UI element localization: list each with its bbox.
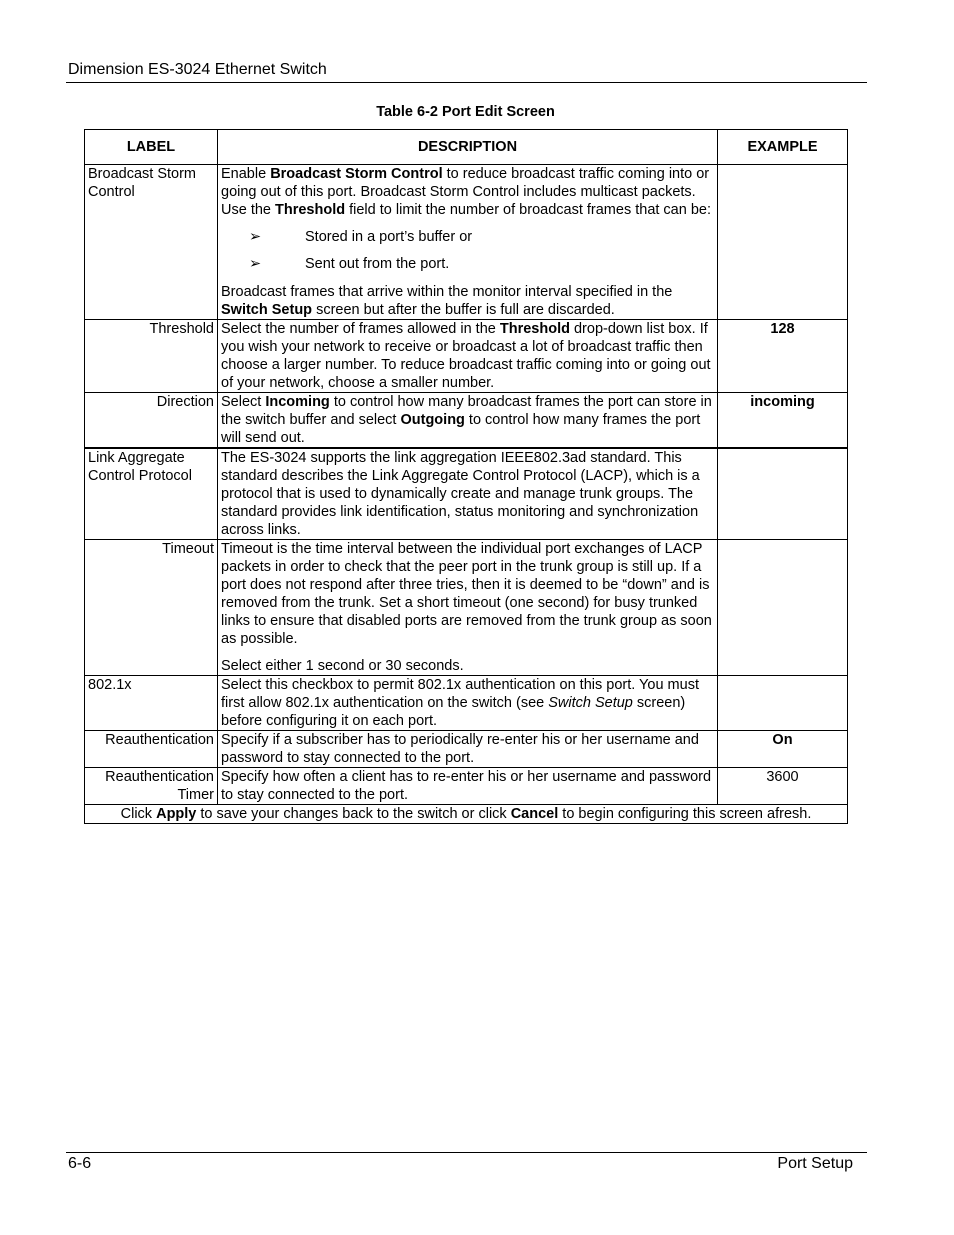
footer-rule xyxy=(66,1152,867,1153)
row-label: 802.1x xyxy=(85,676,218,731)
label-line: Reauthentication xyxy=(105,769,214,785)
row-example: 128 xyxy=(718,320,848,393)
row-example xyxy=(718,165,848,320)
list-item-text: Stored in a port’s buffer or xyxy=(305,229,473,245)
bold-text: Threshold xyxy=(499,321,570,337)
text: drop-down list box. If you wish your network to receive or broadcast a lot of broadcast traffic then choose a larger number. To reduce broadcast traffic coming into or going out of your network, choose a smaller number. xyxy=(221,321,711,391)
list-item xyxy=(221,255,714,273)
bold-text: Switch Setup xyxy=(221,302,313,318)
row-label: Reauthentication xyxy=(85,731,218,768)
text: Enable xyxy=(221,166,271,182)
bold-text: Broadcast Storm Control xyxy=(270,166,443,182)
bold-text: Cancel xyxy=(510,806,559,822)
bold-text: Incoming xyxy=(265,394,330,410)
header-rule xyxy=(66,82,867,83)
text: Click xyxy=(120,806,157,822)
description-paragraph: Select either 1 second or 30 seconds. xyxy=(221,658,464,674)
row-example xyxy=(718,676,848,731)
col-header-example: EXAMPLE xyxy=(718,130,848,165)
row-example: 3600 xyxy=(718,768,848,805)
list-item xyxy=(221,228,714,246)
table-row xyxy=(85,540,848,676)
text: Broadcast frames that arrive within the monitor interval specified in the xyxy=(221,284,673,300)
table-footer-note xyxy=(85,805,848,824)
bold-text: Apply xyxy=(156,806,197,822)
row-label: Timeout xyxy=(85,540,218,676)
text: Select xyxy=(221,394,266,410)
row-description xyxy=(218,540,718,676)
col-header-description: DESCRIPTION xyxy=(218,130,718,165)
table-row xyxy=(85,165,848,320)
bold-text: Outgoing xyxy=(400,412,465,428)
row-label xyxy=(85,768,218,805)
port-edit-table xyxy=(84,129,848,824)
table-caption: Table 6-2 Port Edit Screen xyxy=(376,104,555,120)
text: field to limit the number of broadcast frames that can be: xyxy=(345,202,711,218)
table-row xyxy=(85,320,848,393)
row-description xyxy=(218,676,718,731)
row-label: Threshold xyxy=(85,320,218,393)
arrow-bullet-icon: ➢ xyxy=(249,229,262,245)
row-label: Link Aggregate Control Protocol xyxy=(85,448,218,540)
row-example xyxy=(718,448,848,540)
text: screen) before configuring it on each port. xyxy=(221,695,686,729)
table-row xyxy=(85,768,848,805)
list-item-text: Sent out from the port. xyxy=(305,256,450,272)
table-row xyxy=(85,448,848,540)
section-title: Port Setup xyxy=(777,1155,853,1172)
arrow-bullet-icon: ➢ xyxy=(249,256,262,272)
row-description xyxy=(218,320,718,393)
row-description: Specify how often a client has to re-enter his or her username and password to stay connected to the port. xyxy=(218,768,718,805)
text: Select the number of frames allowed in the xyxy=(221,321,500,337)
text: Select this checkbox to permit 802.1x authentication on this port. You must first allow 802.1x authentication on the switch (see xyxy=(221,677,699,711)
row-example xyxy=(718,540,848,676)
description-paragraph: Timeout is the time interval between the individual port exchanges of LACP packets in order to check that the peer port in the trunk group is still up. If a port does not respond after three tries, then it is deemed to be “down” and is removed from the trunk. Set a short timeout (one second) for busy trunked links to ensure that disabled ports are removed from the trunk group as soon as possible. xyxy=(221,541,712,647)
row-example: incoming xyxy=(718,393,848,449)
text: to control how many broadcast frames the port can store in the switch buffer and select xyxy=(221,394,712,428)
label-line: Timer xyxy=(177,787,214,803)
page-number: 6-6 xyxy=(68,1155,92,1172)
description-paragraph xyxy=(221,165,714,219)
bold-text: Threshold xyxy=(275,202,346,218)
table-footer-row xyxy=(85,805,848,824)
text: to control how many frames the port will send out. xyxy=(221,412,701,446)
table-row xyxy=(85,676,848,731)
row-label: Direction xyxy=(85,393,218,449)
table-header-row xyxy=(85,130,848,165)
row-description: Specify if a subscriber has to periodically re-enter his or her username and password to stay connected to the port. xyxy=(218,731,718,768)
row-description xyxy=(218,165,718,320)
italic-text: Switch Setup xyxy=(548,695,633,711)
row-description: The ES-3024 supports the link aggregation IEEE802.3ad standard. This standard describes the Link Aggregate Control Protocol (LACP), which is a protocol that is used to dynamically create and manage trunk groups. The standard provides link identification, status monitoring and synchronization across links. xyxy=(218,448,718,540)
row-example: On xyxy=(718,731,848,768)
text: to reduce broadcast traffic coming into or going out of this port. Broadcast Storm Control includes multicast packets. Use the xyxy=(221,166,710,218)
col-header-label: LABEL xyxy=(85,130,218,165)
text: to begin configuring this screen afresh. xyxy=(558,806,812,822)
table-row xyxy=(85,731,848,768)
row-label: Broadcast Storm Control xyxy=(85,165,218,320)
description-paragraph xyxy=(221,283,714,319)
text: to save your changes back to the switch or click xyxy=(196,806,511,822)
table-row xyxy=(85,393,848,449)
header-title: Dimension ES-3024 Ethernet Switch xyxy=(68,61,327,78)
text: screen but after the buffer is full are discarded. xyxy=(312,302,615,318)
row-description xyxy=(218,393,718,449)
